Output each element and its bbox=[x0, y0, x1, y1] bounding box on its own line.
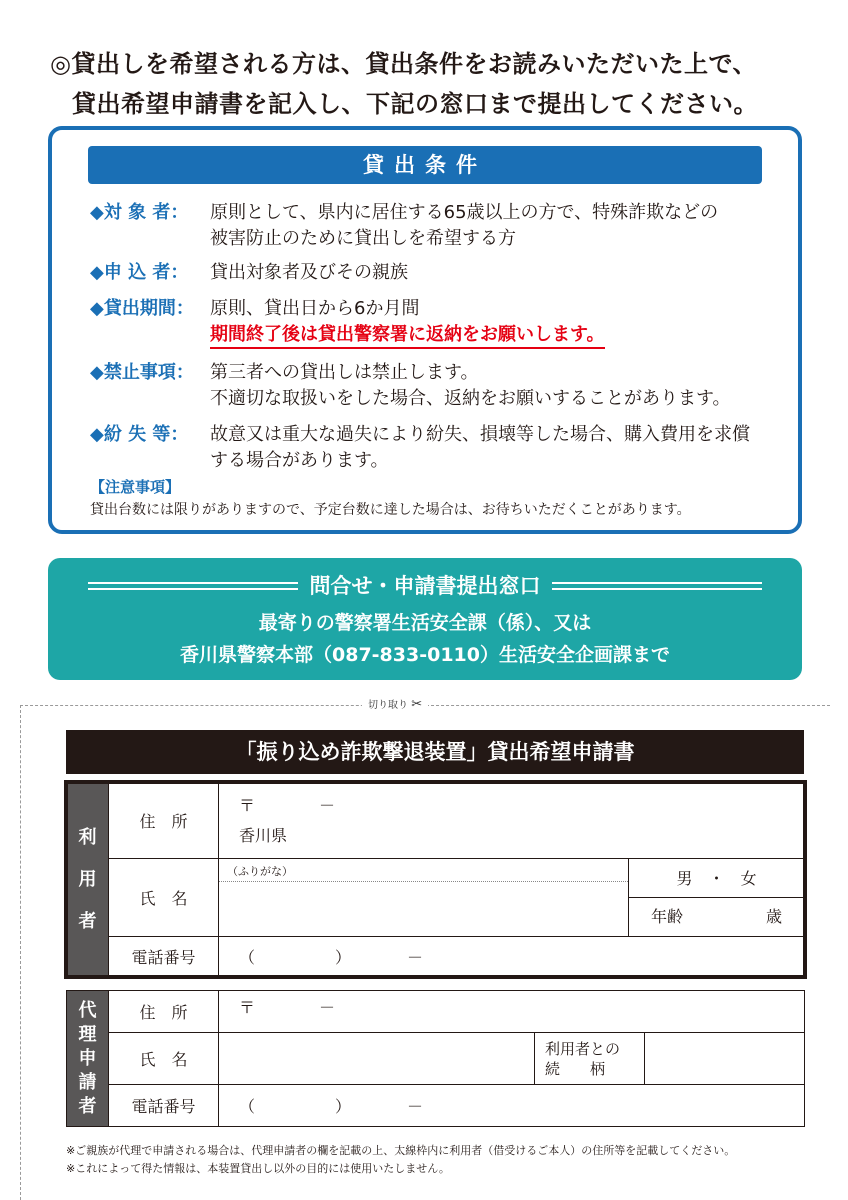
relation-label-line: 利用者との bbox=[545, 1039, 621, 1058]
condition-label: ◆貸出期間： bbox=[90, 298, 194, 319]
proxy-table bbox=[66, 990, 805, 1127]
age-field[interactable] bbox=[629, 898, 804, 936]
cut-label bbox=[362, 696, 428, 712]
cut-line-vertical bbox=[20, 705, 21, 1200]
side-char: 利 bbox=[78, 826, 97, 848]
condition-value bbox=[210, 296, 770, 349]
condition-line: 第三者への貸出しは禁止します。 bbox=[210, 362, 479, 383]
footnotes bbox=[66, 1142, 735, 1178]
intro-line-1: ◎貸出しを希望される方は、貸出条件をお読みいただいた上で、 bbox=[50, 50, 757, 78]
scissors-icon: ✂ bbox=[411, 697, 423, 712]
proxy-side-label bbox=[67, 991, 109, 1127]
user-phone-label: 電話番号 bbox=[109, 937, 219, 977]
note-heading: 【注意事項】 bbox=[90, 478, 181, 496]
conditions-box bbox=[48, 126, 802, 534]
age-label: 年齢 bbox=[651, 907, 684, 926]
user-phone-field[interactable]: （ ） － bbox=[219, 937, 805, 977]
footnote-2: ※これによって得た情報は、本装置貸出し以外の目的には使用いたしません。 bbox=[66, 1162, 450, 1175]
user-name-field[interactable] bbox=[219, 859, 629, 937]
condition-label: ◆対 象 者： bbox=[90, 202, 189, 223]
side-char: 者 bbox=[78, 910, 97, 932]
condition-label: ◆紛 失 等： bbox=[90, 424, 189, 445]
contact-box bbox=[48, 558, 802, 680]
form-title: 「振り込め詐欺撃退装置」貸出希望申請書 bbox=[66, 730, 804, 774]
intro-text bbox=[50, 44, 810, 124]
note-body: 貸出台数には限りがありますので、予定台数に達した場合は、お待ちいただくことがあります。 bbox=[90, 502, 691, 518]
relation-label-line: 続 柄 bbox=[545, 1059, 606, 1078]
cut-label-text: 切り取り bbox=[368, 700, 408, 711]
user-side-label bbox=[67, 783, 109, 977]
side-char: 用 bbox=[78, 868, 97, 890]
condition-line: する場合があります。 bbox=[210, 450, 389, 471]
relation-field[interactable] bbox=[645, 1033, 805, 1085]
proxy-phone-label: 電話番号 bbox=[109, 1085, 219, 1127]
condition-line: 原則、貸出日から6か月間 bbox=[210, 298, 420, 319]
footnote-1: ※ご親族が代理で申請される場合は、代理申請者の欄を記載の上、太線枠内に利用者（借受けるご本人）の住所等を記載してください。 bbox=[66, 1144, 736, 1157]
user-name-label: 氏 名 bbox=[109, 859, 219, 937]
age-unit: 歳 bbox=[766, 907, 783, 926]
return-notice: 期間終了後は貸出警察署に返納をお願いします。 bbox=[210, 323, 605, 349]
proxy-name-field[interactable] bbox=[219, 1033, 535, 1085]
condition-line: 貸出対象者及びその親族 bbox=[210, 262, 408, 283]
conditions-title: 貸出条件 bbox=[88, 146, 762, 184]
proxy-phone-field[interactable]: （ ） － bbox=[219, 1085, 805, 1127]
user-address-label: 住 所 bbox=[109, 783, 219, 859]
condition-value bbox=[210, 360, 770, 412]
condition-value bbox=[210, 260, 770, 286]
side-char: 申 bbox=[78, 1047, 97, 1069]
condition-value bbox=[210, 200, 770, 252]
condition-value bbox=[210, 422, 770, 474]
gender-age-cell bbox=[629, 859, 805, 937]
contact-title: 問合せ・申請書提出窓口 bbox=[309, 574, 541, 598]
proxy-name-label: 氏 名 bbox=[109, 1033, 219, 1085]
side-char: 理 bbox=[78, 1023, 97, 1045]
user-table bbox=[66, 782, 805, 977]
condition-line: 被害防止のために貸出しを希望する方 bbox=[210, 228, 516, 249]
side-char: 代 bbox=[78, 999, 97, 1021]
condition-line: 原則として、県内に居住する65歳以上の方で、特殊詐欺などの bbox=[210, 202, 719, 223]
prefecture: 香川県 bbox=[239, 825, 288, 845]
proxy-address-field[interactable]: 〒 － bbox=[219, 991, 805, 1033]
contact-line-2: 香川県警察本部（087-833-0110）生活安全企画課まで bbox=[180, 644, 670, 666]
condition-label: ◆申 込 者： bbox=[90, 262, 189, 283]
condition-line: 故意又は重大な過失により紛失、損壊等した場合、購入費用を求償 bbox=[210, 424, 750, 445]
furigana-label: （ふりがな） bbox=[219, 859, 628, 882]
postal-mark: 〒 － bbox=[239, 795, 336, 815]
condition-label: ◆禁止事項： bbox=[90, 362, 194, 383]
contact-line-1: 最寄りの警察署生活安全課（係）、又は bbox=[258, 612, 592, 634]
side-char: 請 bbox=[78, 1071, 97, 1093]
proxy-address-label: 住 所 bbox=[109, 991, 219, 1033]
gender-select[interactable]: 男 ・ 女 bbox=[629, 859, 804, 898]
side-char: 者 bbox=[78, 1095, 97, 1117]
user-address-field[interactable] bbox=[219, 783, 805, 859]
intro-line-2: 貸出希望申請書を記入し、下記の窓口まで提出してください。 bbox=[72, 90, 758, 118]
condition-line: 不適切な取扱いをした場合、返納をお願いすることがあります。 bbox=[210, 388, 731, 409]
relation-label bbox=[535, 1033, 645, 1085]
